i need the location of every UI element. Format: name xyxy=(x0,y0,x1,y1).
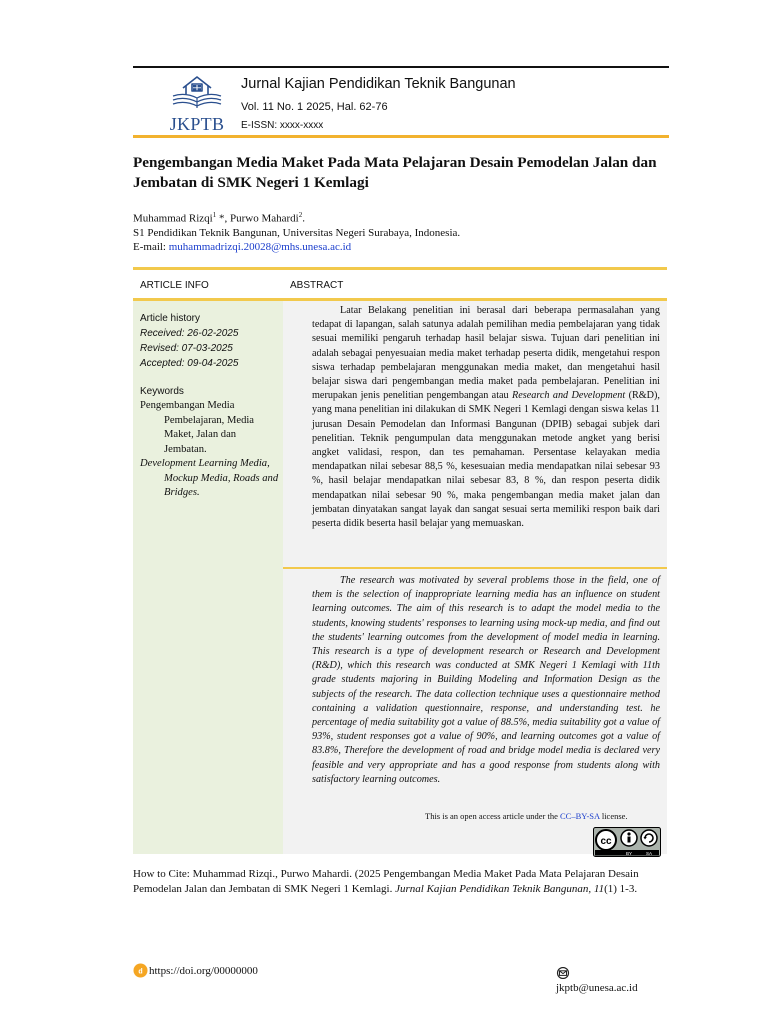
author-sup: 2 xyxy=(298,211,303,219)
citation-text: How to Cite: Muhammad Rizqi., Purwo Mahardi. (2025 Pengembangan Media Maket Pada Mata Pelajaran Desain Pemodelan Jalan dan Jembatan di SMK Negeri 1 Kemlagi. xyxy=(133,868,639,895)
author-separator: *, xyxy=(216,212,230,225)
cc-license-badge[interactable] xyxy=(593,827,661,857)
book-house-icon xyxy=(167,70,227,114)
history-label: Article history xyxy=(140,313,201,324)
citation-end: (1) 1-3. xyxy=(604,883,638,895)
cc-sa-label: SA xyxy=(645,851,653,856)
affiliation: S1 Pendidikan Teknik Bangunan, Universitas Negeri Surabaya, Indonesia. xyxy=(133,226,461,239)
abstract-id-text-cont: (R&D), yang mana penelitian ini dilakukan di SMK Negeri 1 Kemlagi dengan siswa kelas 11 jurusan Desain Pemodelan dan Informasi Bangunan (DPIB) sebagai subjek dari penelitian. Teknik pengumpulan data menggunakan metode angket yang berisi angket validasi, respon, dan tes pemahaman. Persentase kelayakan media mendapatkan nilai sebesar 88,5 %, kesesuaian media mendapatkan nilai sebesar 93 %, hasil belajar mendapatkan nilai sebesar 83, 8 %, dan respon peserta didik mendapatkan nilai sebesar 90 %, maka pengembangan media maket jalan dan jembatan dinyatakan sangat layak dan sangat sesuai serta memiliki respon baik dari peserta didik beserta hasil belajar yang memuaskan. xyxy=(312,390,660,530)
author-end: . xyxy=(302,212,305,225)
citation-journal: Jurnal Kajian Pendidikan Teknik Bangunan, 11 xyxy=(395,883,605,895)
abstract-indonesian xyxy=(312,304,660,531)
header-bottom-rule xyxy=(133,135,669,138)
keywords-english: Development Learning Media, Mockup Media, Roads and Bridges. xyxy=(140,458,279,498)
abstract-heading: ABSTRACT xyxy=(290,280,344,291)
cc-by-label: BY xyxy=(625,851,633,856)
abstract-id-text: Latar Belakang penelitian ini berasal dari beberapa permasalahan yang tedapat di lapangan, salah satunya adalah pemilihan media pembelajaran yang tidak sesuai memiliki pengaruh terhadap hasil belajar siswa. Tujuan dari penelitian ini adalah sebagai penyesuaian media maket terhadap peserta didik, mengetahui respon siswa terhadap pembelajaran menggunakan media maket, dan mengetahui hasil belajar siswa dari pengembangan media maket pada pembelajaran. Penelitian ini merupakan jenis penelitian pengembangan atau xyxy=(312,305,660,402)
journal-issn: E-ISSN: xxxx-xxxx xyxy=(241,120,324,131)
keywords-label: Keywords xyxy=(140,386,184,397)
journal-header xyxy=(133,66,669,138)
open-access-note xyxy=(425,811,665,821)
box-header xyxy=(133,270,667,300)
revised-date: Revised: 07-03-2025 xyxy=(140,343,233,354)
svg-text:d: d xyxy=(138,968,143,976)
cc-by-sa-icon xyxy=(593,827,661,857)
doi-link[interactable]: https://doi.org/00000000 xyxy=(149,965,258,977)
article-info-heading: ARTICLE INFO xyxy=(140,280,209,291)
author-name: Purwo Mahardi xyxy=(230,212,299,225)
logo-text: JKPTB xyxy=(169,114,225,134)
email-line xyxy=(133,240,673,254)
abstract-id-italic: Research and Development xyxy=(512,390,626,402)
article-title: Pengembangan Media Maket Pada Mata Pelajaran Desain Pemodelan Jalan dan Jembatan di SMK Negeri 1 Kemlagi xyxy=(133,154,657,191)
journal-title: Jurnal Kajian Pendidikan Teknik Bangunan xyxy=(241,76,516,92)
received-date: Received: 26-02-2025 xyxy=(140,328,239,339)
oa-text: This is an open access article under the xyxy=(425,811,561,821)
keywords-indonesian: Pengembangan Media Pembelajaran, Media Maket, Jalan dan Jembatan. xyxy=(140,400,255,455)
header-top-rule xyxy=(133,66,669,68)
author-line xyxy=(133,208,673,226)
email-label: E-mail: xyxy=(133,240,169,253)
abstract-english: The research was motivated by several problems those in the field, one of them is the selection of inappropriate learning media has an influence on student learning outcomes. The aim of this research is to adapt the model media to the students, knowing students' responses to learning using mock-up media, and find out the students' learning outcomes from the development of model media in learning. This research is a type of development research or Research and Development (R&D), which this research was conducted at SMK Negeri 1 Kemlagi with 11th grade students majoring in Building Modeling and Information Design as the subjects of the research. The data collection technique uses a questionnaire method containing a validation questionnaire, response, and understanding test. he percentage of media suitability got a value of 88.5%, media suitability got a value of 93%, student responses got a value of 90%, and learning outcomes got a value of 83.8%, Therefore the development of road and bridge model media is declared very feasible and very appropriate and has a good response from students along with satisfactory learning outcomes. xyxy=(312,575,660,785)
accepted-date: Accepted: 09-04-2025 xyxy=(140,358,239,369)
how-to-cite xyxy=(133,867,671,897)
author-name: Muhammad Rizqi xyxy=(133,212,213,225)
journal-logo xyxy=(167,70,227,134)
journal-volume: Vol. 11 No. 1 2025, Hal. 62-76 xyxy=(241,101,388,113)
author-sup: 1 xyxy=(212,211,217,219)
license-link[interactable]: CC–BY-SA xyxy=(560,811,600,821)
author-block xyxy=(133,208,673,254)
oa-text-end: license. xyxy=(599,811,628,821)
svg-text:cc: cc xyxy=(600,836,612,847)
author-email-link[interactable]: muhammadrizqi.20028@mhs.unesa.ac.id xyxy=(168,240,352,253)
article-info-content xyxy=(140,311,280,501)
doi-icon xyxy=(133,963,148,978)
journal-email[interactable]: jkptb@unesa.ac.id xyxy=(556,982,638,994)
mail-icon xyxy=(556,966,570,978)
